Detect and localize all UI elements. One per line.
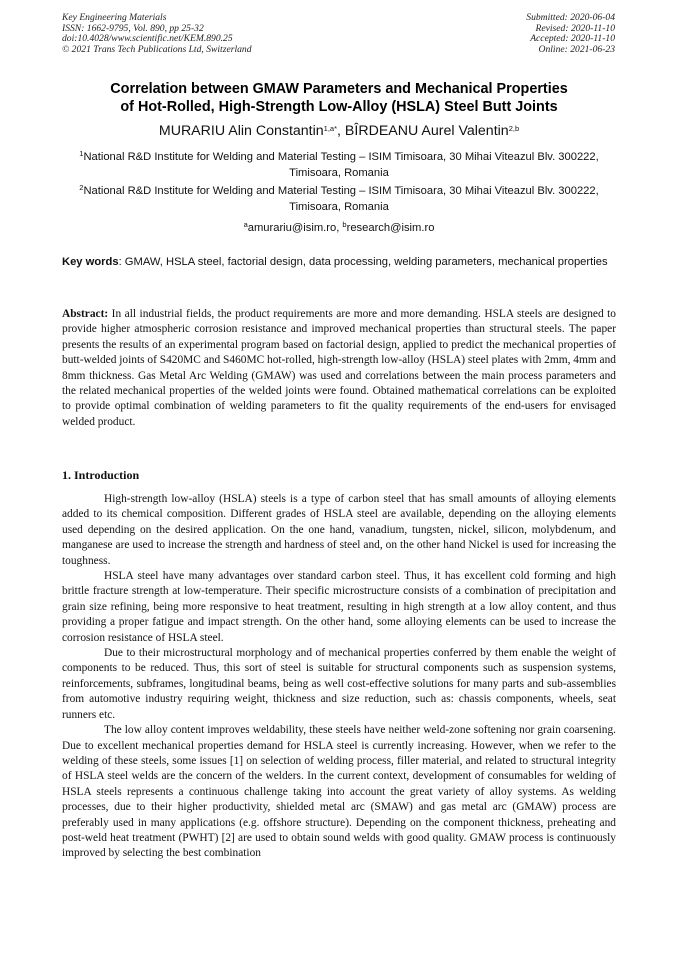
copyright: © 2021 Trans Tech Publications Ltd, Switzerland: [62, 43, 252, 55]
intro-paragraph: Due to their microstructural morphology and of mechanical properties conferred by them enable the weight of components to be reduced. Thus, this sort of steel is suitable for structural components such as suspension systems, reinforcements, subframes, longitudinal beams, being as well cost-effective solutions for many parts and sub-assemblies from automotive industry requiring weight, thickness and size reduction, such as: chassis components, wheels, seat runners etc.: [62, 647, 616, 721]
author-emails: [40, 220, 638, 236]
author-2-affil: 2,b: [508, 124, 520, 133]
affiliation-1-text: National R&D Institute for Welding and Material Testing – ISIM Timisoara, 30 Mihai Viteazul Blv. 300222, Timisoara, Romania: [83, 151, 599, 179]
section-heading-introduction: 1. Introduction: [62, 468, 140, 482]
journal-info: [62, 13, 252, 55]
keywords-text: : GMAW, HSLA steel, factorial design, data processing, welding parameters, mechanical properties: [118, 256, 608, 268]
issn: ISSN: 1662-9795, Vol. 890, pp 25-32: [62, 22, 204, 34]
email-b[interactable]: research@isim.ro: [346, 222, 435, 234]
email-a-marker: a: [243, 220, 248, 229]
introduction-body: [62, 492, 616, 862]
accepted-date: Accepted: 2020-11-10: [530, 33, 615, 45]
revised-date: Revised: 2020-11-10: [535, 22, 615, 34]
intro-paragraph: The low alloy content improves weldability, these steels have neither weld-zone softening nor grain coarsening. Due to excellent mechanical properties demand for HSLA steel is currently increasing. However, when we refer to the welding of these steels, some issues [1] on selection of welding process, filler material, and related to structural integrity of HSLA steel welds are the concern of the welders. In the current context, development of consumables for welding of HSLA steels represents a continuous challenge taking into account the great variety of alloy systems. As welding processes, due to their higher productivity, shielded metal arc (SMAW) and gas metal arc (GMAW) process are preferably used in many applications (e.g. offshore structure). Depending on the component thickness, preheating and post-weld heat treatment (PWHT) [2] are used to obtain sound welds with good quality. GMAW process is continuously improved by selecting the best combination: [62, 724, 616, 860]
email-a[interactable]: amurariu@isim.ro: [247, 222, 337, 234]
submitted-date: Submitted: 2020-06-04: [526, 12, 615, 23]
email-b-marker: b: [342, 220, 347, 229]
journal-name: Key Engineering Materials: [62, 12, 167, 23]
title-line-2: of Hot-Rolled, High-Strength Low-Alloy (HSLA) Steel Butt Joints: [120, 99, 558, 115]
abstract: [62, 307, 616, 430]
keywords-label: Key words: [62, 256, 119, 268]
online-date: Online: 2021-06-23: [538, 43, 615, 55]
intro-paragraph: HSLA steel have many advantages over standard carbon steel. Thus, it has excellent cold forming and high brittle fracture strength at low-temperature. Their specific microstructure consists of a combination of precipitation and grain size refining, being more responsive to heat treatment, resulting in high strength at a low alloy content, and thus providing a proper fatigue and impact strength. On the other hand, some alloying elements can be used to increase the corrosion resistance of HSLA steel.: [62, 570, 616, 644]
author-list: [40, 122, 638, 140]
title-line-1: Correlation between GMAW Parameters and Mechanical Properties: [110, 81, 568, 97]
author-separator: ,: [337, 123, 345, 139]
affiliation-2-marker: 2: [79, 183, 84, 192]
affiliation-2: [60, 183, 618, 215]
abstract-text: In all industrial fields, the product requirements are more and more demanding. HSLA steels are designed to provide higher atmospheric corrosion resistance and improved mechanical properties than structural steels. The paper presents the results of an experimental program based on factorial design, applied to predict the mechanical properties of butt-welded joints of S420MC and S460MC hot-rolled, high-strength low-alloy (HSLA) steel plates with 2mm, 4mm and 8mm thickness. Gas Metal Arc Welding (GMAW) was used and correlations between the main process parameters and the related mechanical properties of the welded joints were found. Obtained mathematical correlations can be exploited to provide optimal combination of welding parameters to fit the quality requirements of the end-users for envisaged welded product.: [62, 308, 616, 428]
paper-title: [40, 80, 638, 116]
affiliation-1: [60, 149, 618, 181]
author-2: BÎRDEANU Aurel Valentin: [344, 123, 509, 139]
publication-dates: [526, 13, 615, 55]
affiliation-1-marker: 1: [79, 149, 84, 158]
author-1: MURARIU Alin Constantin: [158, 123, 324, 139]
abstract-label: Abstract:: [62, 308, 109, 320]
intro-paragraph: High-strength low-alloy (HSLA) steels is a type of carbon steel that has small amounts of alloying elements added to its chemical composition. Different grades of HSLA steel are available, depending on the alloying elements used depending on the desired application. On the one hand, vanadium, tungsten, nickel, silicon, molybdenum, and manganese are used to increase the strength and hardness of steel and, on the other hand Nickel is used for increasing the toughness.: [62, 493, 616, 567]
email-separator: ,: [336, 222, 343, 234]
doi-link[interactable]: doi:10.4028/www.scientific.net/KEM.890.25: [62, 33, 233, 45]
keywords: [62, 255, 616, 270]
author-1-affil: 1,a*: [323, 124, 338, 133]
affiliation-2-text: National R&D Institute for Welding and Material Testing – ISIM Timisoara, 30 Mihai Viteazul Blv. 300222, Timisoara, Romania: [83, 185, 599, 213]
